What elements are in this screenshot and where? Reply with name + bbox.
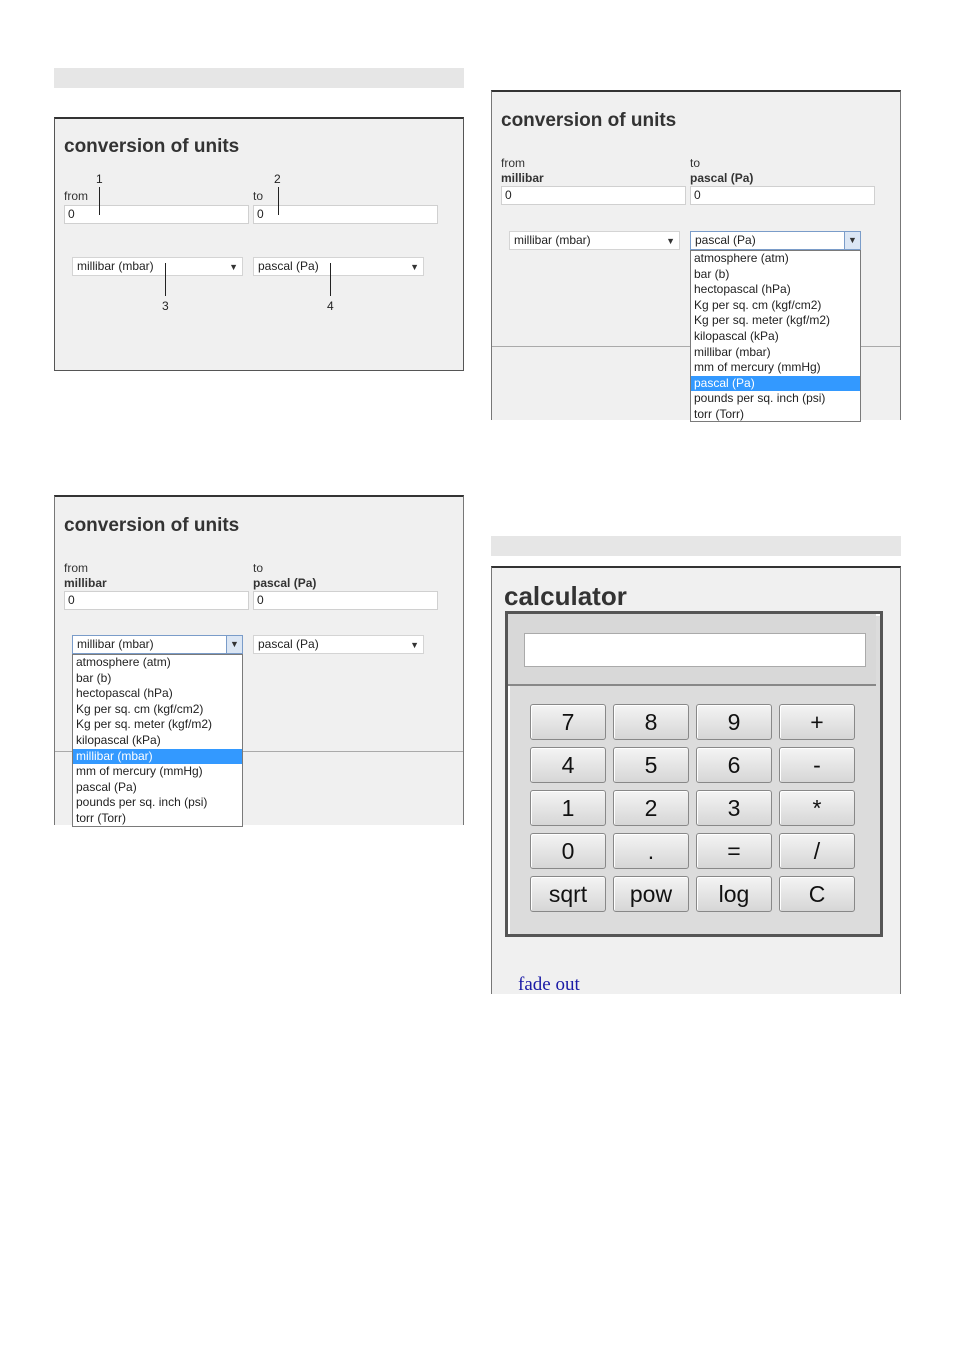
chevron-down-icon: ▼ xyxy=(410,640,419,650)
key-sqrt-button[interactable]: sqrt xyxy=(530,876,606,912)
dropdown-option[interactable]: hectopascal (hPa) xyxy=(694,282,791,297)
to-value-input[interactable]: 0 xyxy=(690,186,875,205)
to-unit-value: pascal (Pa) xyxy=(695,233,756,247)
panel-title: conversion of units xyxy=(501,110,677,131)
fade-out-link[interactable]: fade out xyxy=(518,974,580,995)
dropdown-option[interactable]: bar (b) xyxy=(76,670,112,685)
to-unit-select[interactable] xyxy=(690,231,861,250)
key-6-button[interactable]: 6 xyxy=(696,747,772,783)
key-pow-button[interactable]: pow xyxy=(613,876,689,912)
dropdown-option[interactable]: pascal (Pa) xyxy=(76,779,137,794)
to-label: to xyxy=(253,189,264,203)
calculator-display xyxy=(524,633,866,667)
to-unit-label: pascal (Pa) xyxy=(690,171,754,185)
from-unit-value: millibar (mbar) xyxy=(77,259,154,273)
section-header-bar xyxy=(54,68,464,88)
dropdown-option[interactable]: atmosphere (atm) xyxy=(76,655,171,669)
to-value-input[interactable]: 0 xyxy=(253,591,438,610)
from-unit-select[interactable] xyxy=(72,635,243,654)
callout-line-4 xyxy=(330,263,331,296)
key-divide-button[interactable]: / xyxy=(779,833,855,869)
key-minus-button[interactable]: - xyxy=(779,747,855,783)
chevron-down-icon: ▼ xyxy=(666,236,675,246)
callout-2: 2 xyxy=(274,172,281,186)
key-3-button[interactable]: 3 xyxy=(696,790,772,826)
dropdown-option[interactable]: pounds per sq. inch (psi) xyxy=(76,795,208,810)
from-unit-label: millibar xyxy=(501,171,544,185)
from-unit-value: millibar (mbar) xyxy=(77,637,154,651)
dropdown-option[interactable]: bar (b) xyxy=(694,266,730,281)
key-0-button[interactable]: 0 xyxy=(530,833,606,869)
from-unit-select[interactable] xyxy=(72,257,243,276)
key-multiply-button[interactable]: * xyxy=(779,790,855,826)
key-log-button[interactable]: log xyxy=(696,876,772,912)
calculator-title: calculator xyxy=(504,581,627,611)
display-area xyxy=(508,614,876,686)
to-value-input[interactable]: 0 xyxy=(253,205,438,224)
from-label: from xyxy=(64,189,88,203)
callout-1: 1 xyxy=(96,172,103,186)
conversion-panel-to-dropdown xyxy=(491,90,901,420)
dropdown-option[interactable]: millibar (mbar) xyxy=(73,749,242,765)
dropdown-option[interactable]: pascal (Pa) xyxy=(691,376,860,392)
dropdown-option[interactable]: Kg per sq. meter (kgf/m2) xyxy=(76,717,213,732)
callout-line-3 xyxy=(165,263,166,296)
dropdown-option[interactable]: torr (Torr) xyxy=(76,810,126,825)
to-label: to xyxy=(253,561,264,575)
key-decimal-button[interactable]: . xyxy=(613,833,689,869)
key-plus-button[interactable]: + xyxy=(779,704,855,740)
from-unit-dropdown-list xyxy=(72,654,243,827)
from-unit-select[interactable] xyxy=(509,231,680,250)
dropdown-option[interactable]: kilopascal (kPa) xyxy=(694,328,779,343)
callout-line-2 xyxy=(278,187,279,215)
key-clear-button[interactable]: C xyxy=(779,876,855,912)
chevron-down-icon: ▼ xyxy=(229,262,238,272)
key-2-button[interactable]: 2 xyxy=(613,790,689,826)
from-value-input[interactable]: 0 xyxy=(64,591,249,610)
from-label: from xyxy=(64,561,88,575)
key-1-button[interactable]: 1 xyxy=(530,790,606,826)
keypad xyxy=(508,686,880,934)
dropdown-option[interactable]: mm of mercury (mmHg) xyxy=(694,360,821,375)
dropdown-option[interactable]: pounds per sq. inch (psi) xyxy=(694,391,826,406)
to-unit-label: pascal (Pa) xyxy=(253,576,317,590)
key-9-button[interactable]: 9 xyxy=(696,704,772,740)
dropdown-option[interactable]: atmosphere (atm) xyxy=(694,251,789,265)
to-unit-select[interactable] xyxy=(253,635,424,654)
from-label: from xyxy=(501,156,525,170)
callout-4: 4 xyxy=(327,299,334,313)
panel-title: conversion of units xyxy=(64,515,240,536)
calculator-panel xyxy=(491,566,901,994)
dropdown-option[interactable]: torr (Torr) xyxy=(694,406,744,421)
dropdown-option[interactable]: hectopascal (hPa) xyxy=(76,686,173,701)
to-unit-dropdown-list xyxy=(690,250,861,422)
chevron-down-icon: ▼ xyxy=(844,232,860,249)
key-5-button[interactable]: 5 xyxy=(613,747,689,783)
dropdown-option[interactable]: Kg per sq. cm (kgf/cm2) xyxy=(76,701,204,716)
key-4-button[interactable]: 4 xyxy=(530,747,606,783)
key-7-button[interactable]: 7 xyxy=(530,704,606,740)
callout-line-1 xyxy=(99,187,100,215)
from-value-input[interactable]: 0 xyxy=(64,205,249,224)
from-value-input[interactable]: 0 xyxy=(501,186,686,205)
key-equals-button[interactable]: = xyxy=(696,833,772,869)
callout-3: 3 xyxy=(162,299,169,313)
from-unit-label: millibar xyxy=(64,576,107,590)
to-unit-value: pascal (Pa) xyxy=(258,637,319,651)
dropdown-option[interactable]: Kg per sq. meter (kgf/m2) xyxy=(694,313,831,328)
dropdown-option[interactable]: mm of mercury (mmHg) xyxy=(76,764,203,779)
chevron-down-icon: ▼ xyxy=(226,636,242,653)
conversion-panel-annotated xyxy=(54,117,464,371)
to-label: to xyxy=(690,156,701,170)
chevron-down-icon: ▼ xyxy=(410,262,419,272)
calculator-body xyxy=(505,611,883,937)
dropdown-option[interactable]: Kg per sq. cm (kgf/cm2) xyxy=(694,297,822,312)
section-header-bar xyxy=(491,536,901,556)
dropdown-option[interactable]: millibar (mbar) xyxy=(694,344,771,359)
key-8-button[interactable]: 8 xyxy=(613,704,689,740)
dropdown-option[interactable]: kilopascal (kPa) xyxy=(76,732,161,747)
to-unit-select[interactable] xyxy=(253,257,424,276)
to-unit-value: pascal (Pa) xyxy=(258,259,319,273)
conversion-panel-from-dropdown xyxy=(54,495,464,825)
panel-title: conversion of units xyxy=(64,136,240,157)
from-unit-value: millibar (mbar) xyxy=(514,233,591,247)
